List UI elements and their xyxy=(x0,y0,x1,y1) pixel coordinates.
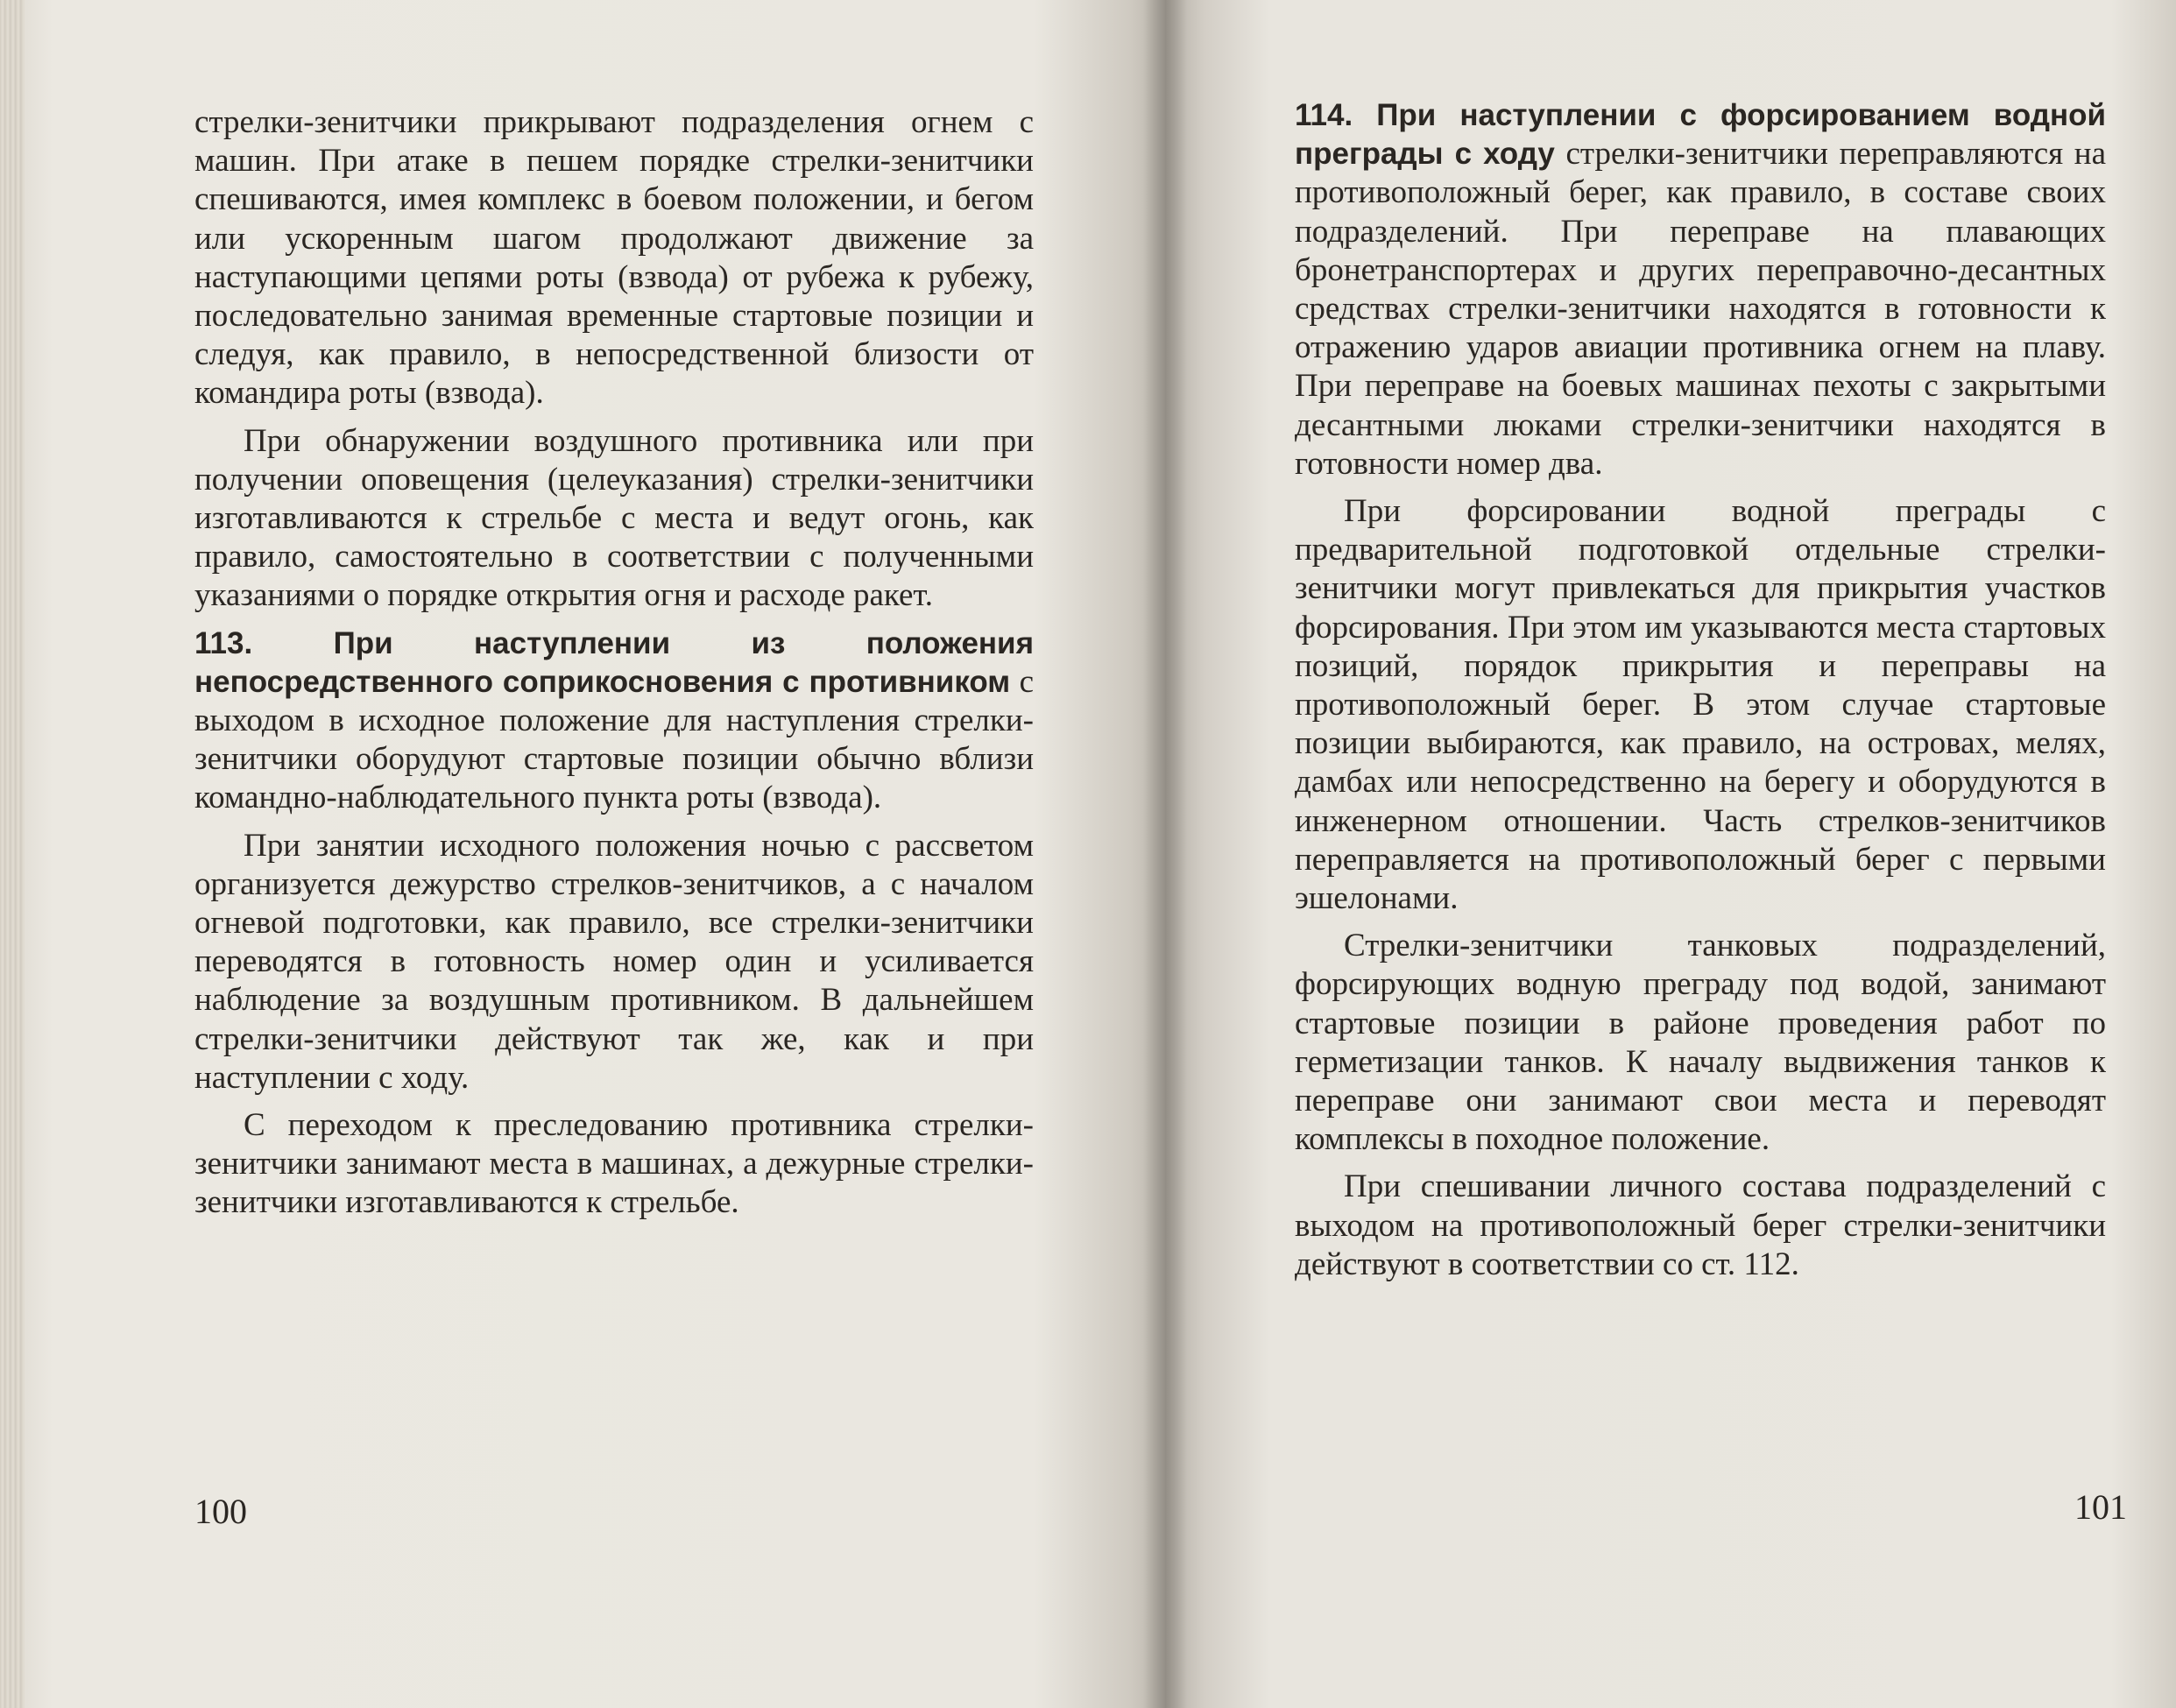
page-number: 100 xyxy=(194,1492,247,1531)
paragraph xyxy=(1295,1168,2106,1284)
paragraph-text: стрелки-зенитчики переправляются на противоположный берег, как правило, в составе своих подразделений. При переправе на плавающих бронетранспортерах и других переправочно-десантных средствах стрелки-зенитчики находятся в готовности к отражению ударов авиации противника огнем на плаву. При переправе на боевых машинах пехоты с закрытыми десантными люками стрелки-зенитчики находятся в готовности номер два. xyxy=(1295,136,2107,482)
paragraph-text: При форсировании водной преграды с предварительной подготовкой отдельные стрелки-зенитчики могут привлекаться для прикрытия участков форсирования. При этом им указываются места стартовых позиций, порядок прикрытия и переправы на противоположный берег. В этом случае стартовые позиции выбираются, как правило, на островах, мелях, дамбах или непосредственно на берегу и оборудуются в инженерном отношении. Часть стрелков-зенитчиков переправляется на противоположный берег с первыми эшелонами. xyxy=(1295,493,2106,917)
page-number: 101 xyxy=(2074,1487,2127,1527)
right-text-column xyxy=(1295,96,2106,1293)
section-heading: 114. При наступлении с форсированием водной преграды с ходу xyxy=(1295,98,2106,172)
book-gutter xyxy=(1143,0,1187,1708)
paragraph-text: При обнаружении воздушного противника или при получении оповещения (целеуказания) стрелки-зенитчики изготавливаются к стрельбе с места и ведут огонь, как правило, самостоятельно в соответствии с полученными указаниями о порядке открытия огня и расходе ракет. xyxy=(194,422,1034,614)
paragraph xyxy=(1295,927,2106,1159)
paragraph-text: При спешивании личного состава подразделений с выходом на противоположный берег стрелки-зенитчики действуют в соответствии со ст. 112. xyxy=(1295,1168,2106,1282)
paragraph xyxy=(194,103,1034,413)
right-page xyxy=(1165,0,2176,1708)
section-paragraph xyxy=(194,625,1034,818)
paragraph-text: Стрелки-зенитчики танковых подразделений, форсирующих водную преграду под водой, занимают стартовые позиции в районе проведения работ по герметизации танков. К началу выдвижения танков к переправе они занимают свои места и переводят комплексы в походное положение. xyxy=(1295,928,2106,1158)
section-paragraph xyxy=(1295,96,2106,483)
paragraph xyxy=(194,422,1034,616)
page-edge xyxy=(0,0,25,1708)
paragraph xyxy=(194,1106,1034,1223)
paragraph-text: С переходом к преследованию противника стрелки-зенитчики занимают места в машинах, а дежурные стрелки-зенитчики изготавливаются к стрельбе. xyxy=(194,1107,1034,1221)
paragraph-text: стрелки-зенитчики прикрывают подразделения огнем с машин. При атаке в пешем порядке стрелки-зенитчики спешиваются, имея комплекс в боевом положении, и бегом или ускоренным шагом продолжают движение за наступающими цепями роты (взвода) от рубежа к рубежу, последовательно занимая временные стартовые позиции и следуя, как правило, в непосредственной близости от командира роты (взвода). xyxy=(194,104,1034,412)
paragraph-text: При занятии исходного положения ночью с рассветом организуется дежурство стрелков-зенитчиков, а с началом огневой подготовки, как правило, все стрелки-зенитчики переводятся в готовность номер один и усиливается наблюдение за воздушным противником. В дальнейшем стрелки-зенитчики действуют так же, как и при наступлении с ходу. xyxy=(194,827,1034,1096)
paragraph xyxy=(194,827,1034,1097)
paragraph-text: с выходом в исходное положение для наступления стрелки-зенитчики оборудуют стартовые позиции обычно вблизи командно-наблюдательного пункта роты (взвода). xyxy=(194,663,1034,816)
paragraph xyxy=(1295,492,2106,918)
left-text-column xyxy=(194,103,1034,1232)
section-heading: 113. При наступлении из положения непосредственного соприкосновения с противником xyxy=(194,625,1034,699)
